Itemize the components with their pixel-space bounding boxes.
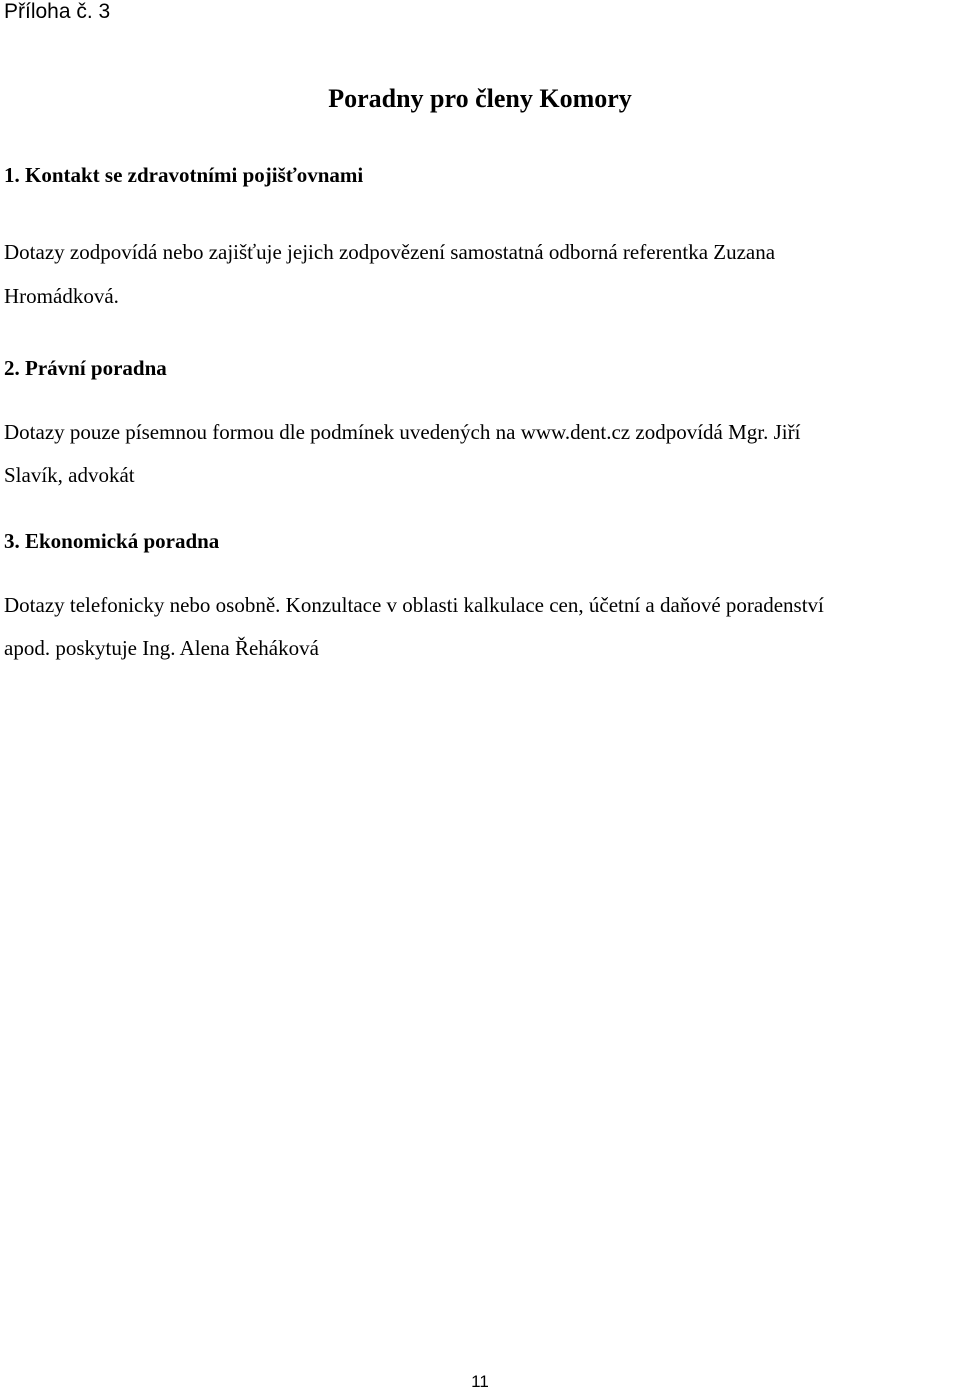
section-heading: 3. Ekonomická poradna xyxy=(4,529,220,553)
section-heading: 1. Kontakt se zdravotními pojišťovnami xyxy=(4,163,364,187)
paragraph-line: Dotazy zodpovídá nebo zajišťuje jejich zodpovězení samostatná odborná referentka Zuzana xyxy=(4,240,776,264)
paragraph-line: Dotazy pouze písemnou formou dle podmínek uvedených na www.dent.cz zodpovídá Mgr. Jiří xyxy=(4,420,801,444)
page-number: 11 xyxy=(471,1372,489,1391)
appendix-label: Příloha č. 3 xyxy=(4,0,111,23)
section-heading: 2. Právní poradna xyxy=(4,356,167,380)
page-title: Poradny pro členy Komory xyxy=(328,84,632,113)
paragraph-line: Hromádková. xyxy=(4,284,119,308)
paragraph-line: Slavík, advokát xyxy=(4,463,135,487)
paragraph-line: Dotazy telefonicky nebo osobně. Konzultace v oblasti kalkulace cen, účetní a daňové poradenství xyxy=(4,593,824,617)
paragraph-line: apod. poskytuje Ing. Alena Řeháková xyxy=(4,636,319,660)
